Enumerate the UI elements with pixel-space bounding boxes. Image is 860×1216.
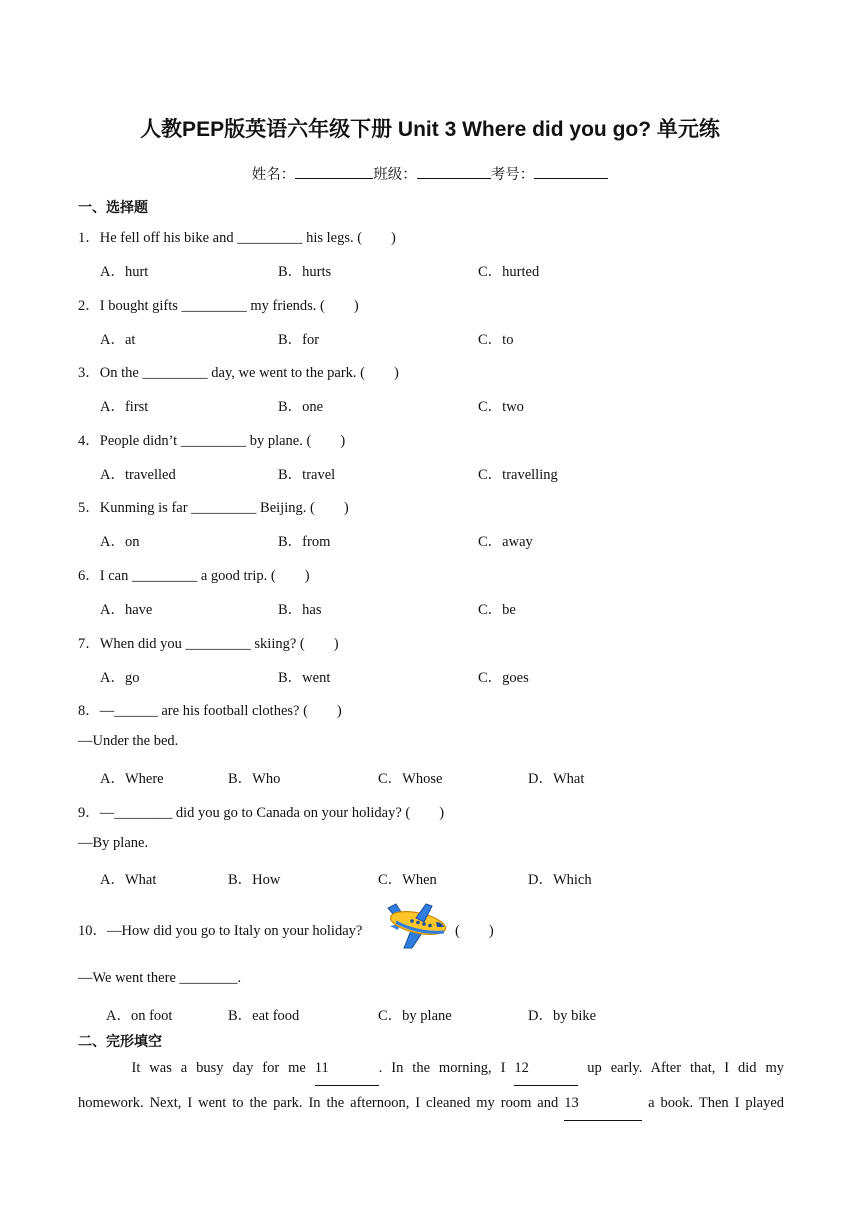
cloze-passage — [78, 1051, 784, 1121]
option-c[interactable]: C．by plane — [378, 1008, 452, 1024]
class-blank[interactable] — [417, 164, 491, 179]
option-c[interactable]: C．away — [478, 534, 533, 550]
question-stem: 2．I bought gifts _________ my friends. ( ) — [78, 298, 359, 314]
option-a[interactable]: A．hurt — [100, 264, 149, 280]
question-stem: 7．When did you _________ skiing? ( ) — [78, 636, 339, 652]
option-c[interactable]: C．travelling — [478, 467, 558, 483]
option-b[interactable]: B．travel — [278, 467, 336, 483]
option-a[interactable]: A．go — [100, 670, 140, 686]
option-c[interactable]: C．Whose — [378, 771, 443, 787]
blank-11[interactable]: 11 — [315, 1051, 379, 1086]
option-b[interactable]: B．went — [278, 670, 331, 686]
option-a[interactable]: A．on — [100, 534, 140, 550]
name-blank[interactable] — [295, 164, 373, 179]
dialogue-answer: —By plane. — [78, 835, 149, 851]
page-title: 人教PEP版英语六年级下册 Unit 3 Where did you go? 单元练 — [140, 118, 720, 141]
option-c[interactable]: C．be — [478, 602, 516, 618]
student-info-line — [0, 163, 860, 184]
option-c[interactable]: C．to — [478, 332, 514, 348]
blank-12[interactable]: 12 — [514, 1051, 578, 1086]
option-d[interactable]: D．What — [528, 771, 585, 787]
section-heading-choice: 一、选择题 — [78, 200, 148, 216]
cloze-line: homework. Next, I went to the park. In the afternoon, I cleaned my room and 13 a book. Then I played — [78, 1086, 784, 1121]
option-b[interactable]: B．eat food — [228, 1008, 300, 1024]
option-c[interactable]: C．hurted — [478, 264, 540, 280]
option-b[interactable]: B．How — [228, 872, 281, 888]
question-stem: 6．I can _________ a good trip. ( ) — [78, 568, 310, 584]
exam-blank[interactable] — [534, 164, 608, 179]
question-stem: 5．Kunming is far _________ Beijing. ( ) — [78, 500, 349, 516]
option-a[interactable]: A．first — [100, 399, 149, 415]
option-c[interactable]: C．When — [378, 872, 437, 888]
question-stem: 8．—______ are his football clothes? ( ) — [78, 703, 342, 719]
option-a[interactable]: A．on foot — [106, 1008, 173, 1024]
option-a[interactable]: A．travelled — [100, 467, 176, 483]
option-b[interactable]: B．hurts — [278, 264, 332, 280]
option-b[interactable]: B．for — [278, 332, 320, 348]
option-b[interactable]: B．has — [278, 602, 322, 618]
class-label: 班级： — [373, 167, 417, 183]
question-stem: 9．—________ did you go to Canada on your holiday? ( ) — [78, 805, 445, 821]
question-stem: 1．He fell off his bike and _________ his legs. ( ) — [78, 230, 396, 246]
option-a[interactable]: A．What — [100, 872, 157, 888]
dialogue-answer: —We went there ________. — [78, 970, 242, 986]
exam-label: 考号： — [490, 167, 535, 183]
option-c[interactable]: C．goes — [478, 670, 529, 686]
option-a[interactable]: A．have — [100, 602, 153, 618]
name-label: 姓名： — [251, 167, 296, 183]
airplane-icon — [382, 900, 448, 952]
answer-paren: ( ) — [455, 923, 494, 939]
section-heading-cloze: 二、完形填空 — [78, 1034, 162, 1050]
option-d[interactable]: D．Which — [528, 872, 592, 888]
option-a[interactable]: A．at — [100, 332, 136, 348]
cloze-line: It was a busy day for me 11 . In the morning, I 12 up early. After that, I did my — [78, 1051, 784, 1086]
question-stem: 10．—How did you go to Italy on your holiday? — [78, 923, 363, 939]
option-b[interactable]: B．one — [278, 399, 324, 415]
dialogue-answer: —Under the bed. — [78, 733, 179, 749]
question-stem: 3．On the _________ day, we went to the park. ( ) — [78, 365, 399, 381]
question-stem: 4．People didn’t _________ by plane. ( ) — [78, 433, 346, 449]
option-c[interactable]: C．two — [478, 399, 524, 415]
blank-13[interactable]: 13 — [564, 1086, 642, 1121]
option-b[interactable]: B．from — [278, 534, 331, 550]
option-d[interactable]: D．by bike — [528, 1008, 597, 1024]
option-b[interactable]: B．Who — [228, 771, 281, 787]
option-a[interactable]: A．Where — [100, 771, 164, 787]
